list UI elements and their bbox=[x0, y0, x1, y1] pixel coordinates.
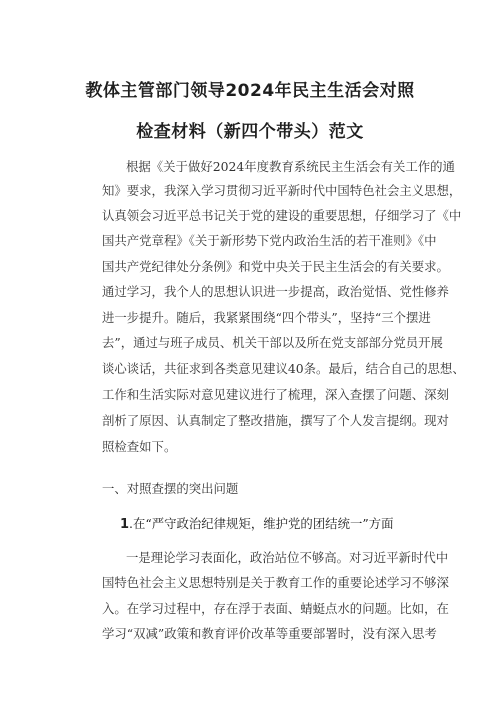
document-title-line-2: 检查材料（新四个带头）范文 bbox=[136, 122, 364, 142]
subsection-text: .在“严守政治纪律规矩，维护党的团结统一”方面 bbox=[129, 516, 394, 531]
intro-line: 谈心谈话，共征求到各类意见建议40条。最后，结合自己的思想、 bbox=[102, 361, 465, 376]
intro-line: 国共产党纪律处分条例》和党中央关于民主生活会的有关要求。 bbox=[102, 259, 449, 274]
intro-line: 剖析了原因、认真制定了整改措施，撰写了个人发言提纲。现对 bbox=[102, 413, 449, 428]
intro-line: 通过学习，我个人的思想认识进一步提高，政治觉悟、党性修养 bbox=[102, 284, 449, 299]
intro-line: 工作和生活实际对意见建议进行了梳理，深入查摆了问题、深刻 bbox=[102, 387, 449, 402]
body-line: 国特色社会主义思想特别是关于教育工作的重要论述学习不够深 bbox=[102, 575, 449, 590]
intro-line: 根据《关于做好2024年度教育系统民主生活会有关工作的通 bbox=[126, 159, 455, 174]
intro-line: 国共产党章程》《关于新形势下党内政治生活的若干准则》《中 bbox=[102, 233, 437, 248]
body-line: 学习“双减”政策和教育评价改革等重要部署时，没有深入思考 bbox=[102, 626, 437, 641]
subsection-number: 1 bbox=[120, 517, 130, 532]
document-title-line-1: 教体主管部门领导2024年民主生活会对照 bbox=[85, 81, 415, 101]
body-line: 入。在学习过程中，存在浮于表面、蜻蜓点水的问题。比如，在 bbox=[102, 601, 449, 616]
intro-line: 认真领会习近平总书记关于党的建设的重要思想，仔细学习了《中 bbox=[102, 208, 462, 223]
body-line: 一是理论学习表面化，政治站位不够高。对习近平新时代中 bbox=[126, 550, 449, 565]
intro-line: 知》要求，我深入学习贯彻习近平新时代中国特色社会主义思想， bbox=[102, 183, 462, 198]
intro-line: 照检查如下。 bbox=[102, 439, 177, 454]
subsection-heading bbox=[120, 514, 393, 532]
section-heading: 一、对照查摆的突出问题 bbox=[102, 481, 239, 496]
intro-line: 去”，通过与班子成员、机关干部以及所在党支部部分党员开展 bbox=[102, 335, 443, 350]
intro-line: 进一步提升。随后，我紧紧围绕“四个带头”，坚持“三个摆进 bbox=[102, 310, 431, 325]
